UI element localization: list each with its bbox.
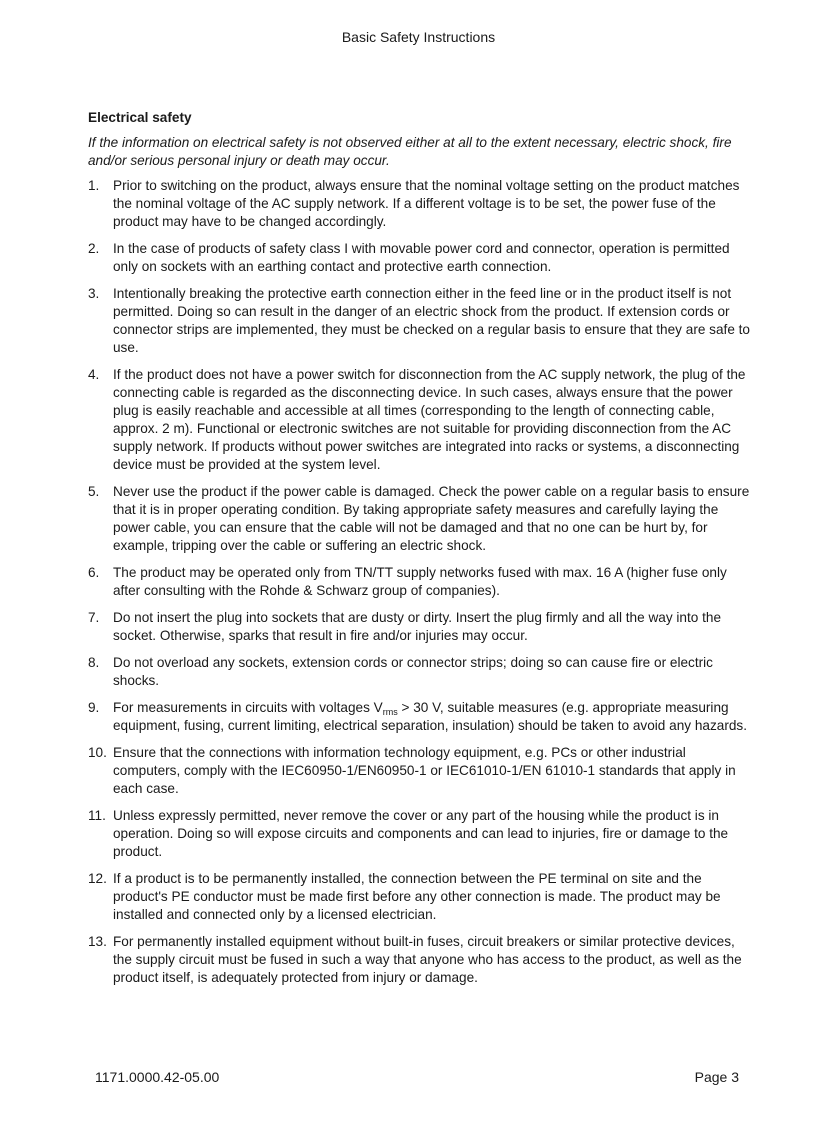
item-text: Unless expressly permitted, never remove the cover or any part of the housing while the product is in operation. Doing so will expose circuits and components and can lead to injuries, fire or damage to the product. — [113, 808, 729, 859]
item-number: 6. — [88, 565, 100, 580]
item-text: Intentionally breaking the protective earth connection either in the feed line or in the product itself is not permitted. Doing so can result in the danger of an electric shock from the product. If extension cords or connector strips are implemented, they must be checked on a regular basis to ensure that they are safe to use. — [113, 286, 750, 355]
list-item — [88, 654, 753, 690]
item-number: 13. — [88, 934, 107, 949]
page-number: Page 3 — [694, 1069, 739, 1085]
item-number: 10. — [88, 745, 107, 760]
list-item — [88, 177, 753, 231]
document-body — [88, 109, 753, 996]
item-number: 3. — [88, 286, 100, 301]
item-text: If a product is to be permanently installed, the connection between the PE terminal on site and the product's PE conductor must be made first before any other connection is made. The product may be installed and connected only by a licensed electrician. — [113, 871, 721, 922]
list-item — [88, 609, 753, 645]
list-item — [88, 564, 753, 600]
item-number: 2. — [88, 241, 100, 256]
item-number: 4. — [88, 367, 100, 382]
item-text-after: > 30 V, suitable measures (e.g. appropriate measuring equipment, fusing, current limiting, electrical separation, insulation) should be taken to avoid any hazards. — [113, 700, 747, 733]
item-text: Prior to switching on the product, always ensure that the nominal voltage setting on the product matches the nominal voltage of the AC supply network. If a different voltage is to be set, the power fuse of the product may have to be changed accordingly. — [113, 178, 740, 229]
list-item — [88, 807, 753, 861]
item-text: In the case of products of safety class I with movable power cord and connector, operation is permitted only on sockets with an earthing contact and protective earth connection. — [113, 241, 730, 274]
item-text: The product may be operated only from TN/TT supply networks fused with max. 16 A (higher fuse only after consulting with the Rohde & Schwarz group of companies). — [113, 565, 727, 598]
item-text — [113, 699, 753, 735]
list-item — [88, 240, 753, 276]
item-text: If the product does not have a power switch for disconnection from the AC supply network, the plug of the connecting cable is regarded as the disconnecting device. In such cases, always ensure that the power plug is easily reachable and accessible at all times (corresponding to the length of connecting cable, approx. 2 m). Functional or electronic switches are not suitable for providing disconnection from the AC supply network. If products without power switches are integrated into racks or systems, a disconnecting device must be provided at the system level. — [113, 367, 746, 472]
list-item — [88, 933, 753, 987]
item-number: 11. — [88, 808, 106, 823]
item-text: Ensure that the connections with information technology equipment, e.g. PCs or other industrial computers, comply with the IEC60950-1/EN60950-1 or IEC61010-1/EN 61010-1 standards that apply in each case. — [113, 745, 736, 796]
page-header: Basic Safety Instructions — [341, 29, 496, 45]
list-item — [88, 483, 753, 555]
item-text: Do not overload any sockets, extension cords or connector strips; doing so can cause fire or electric shocks. — [113, 655, 713, 688]
list-item — [88, 366, 753, 474]
item-text: For permanently installed equipment without built-in fuses, circuit breakers or similar protective devices, the supply circuit must be fused in such a way that anyone who has access to the product, as well as the product itself, is adequately protected from injury or damage. — [113, 934, 742, 985]
list-item — [88, 285, 753, 357]
section-title: Electrical safety — [88, 110, 192, 125]
item-number: 8. — [88, 655, 100, 670]
item-text: Never use the product if the power cable is damaged. Check the power cable on a regular basis to ensure that it is in proper operating condition. By taking appropriate safety measures and carefully laying the power cable, you can ensure that the cable will not be damaged and that no one can be hurt by, for example, tripping over the cable or suffering an electric shock. — [113, 484, 750, 553]
list-item — [88, 870, 753, 924]
rms-subscript: rms — [382, 707, 398, 717]
list-item — [88, 744, 753, 798]
item-number: 5. — [88, 484, 100, 499]
item-number: 7. — [88, 610, 100, 625]
item-number: 1. — [88, 178, 100, 193]
item-number: 9. — [88, 700, 100, 715]
list-item — [88, 699, 753, 735]
instruction-list — [88, 177, 753, 987]
item-text: Do not insert the plug into sockets that are dusty or dirty. Insert the plug firmly and all the way into the socket. Otherwise, sparks that result in fire and/or injuries may occur. — [113, 610, 722, 643]
item-number: 12. — [88, 871, 107, 886]
document-number: 1171.0000.42-05.00 — [95, 1069, 220, 1085]
section-intro: If the information on electrical safety is not observed either at all to the extent necessary, electric shock, fire and/or serious personal injury or death may occur. — [88, 135, 732, 168]
item-text-before: For measurements in circuits with voltages V — [113, 700, 383, 715]
